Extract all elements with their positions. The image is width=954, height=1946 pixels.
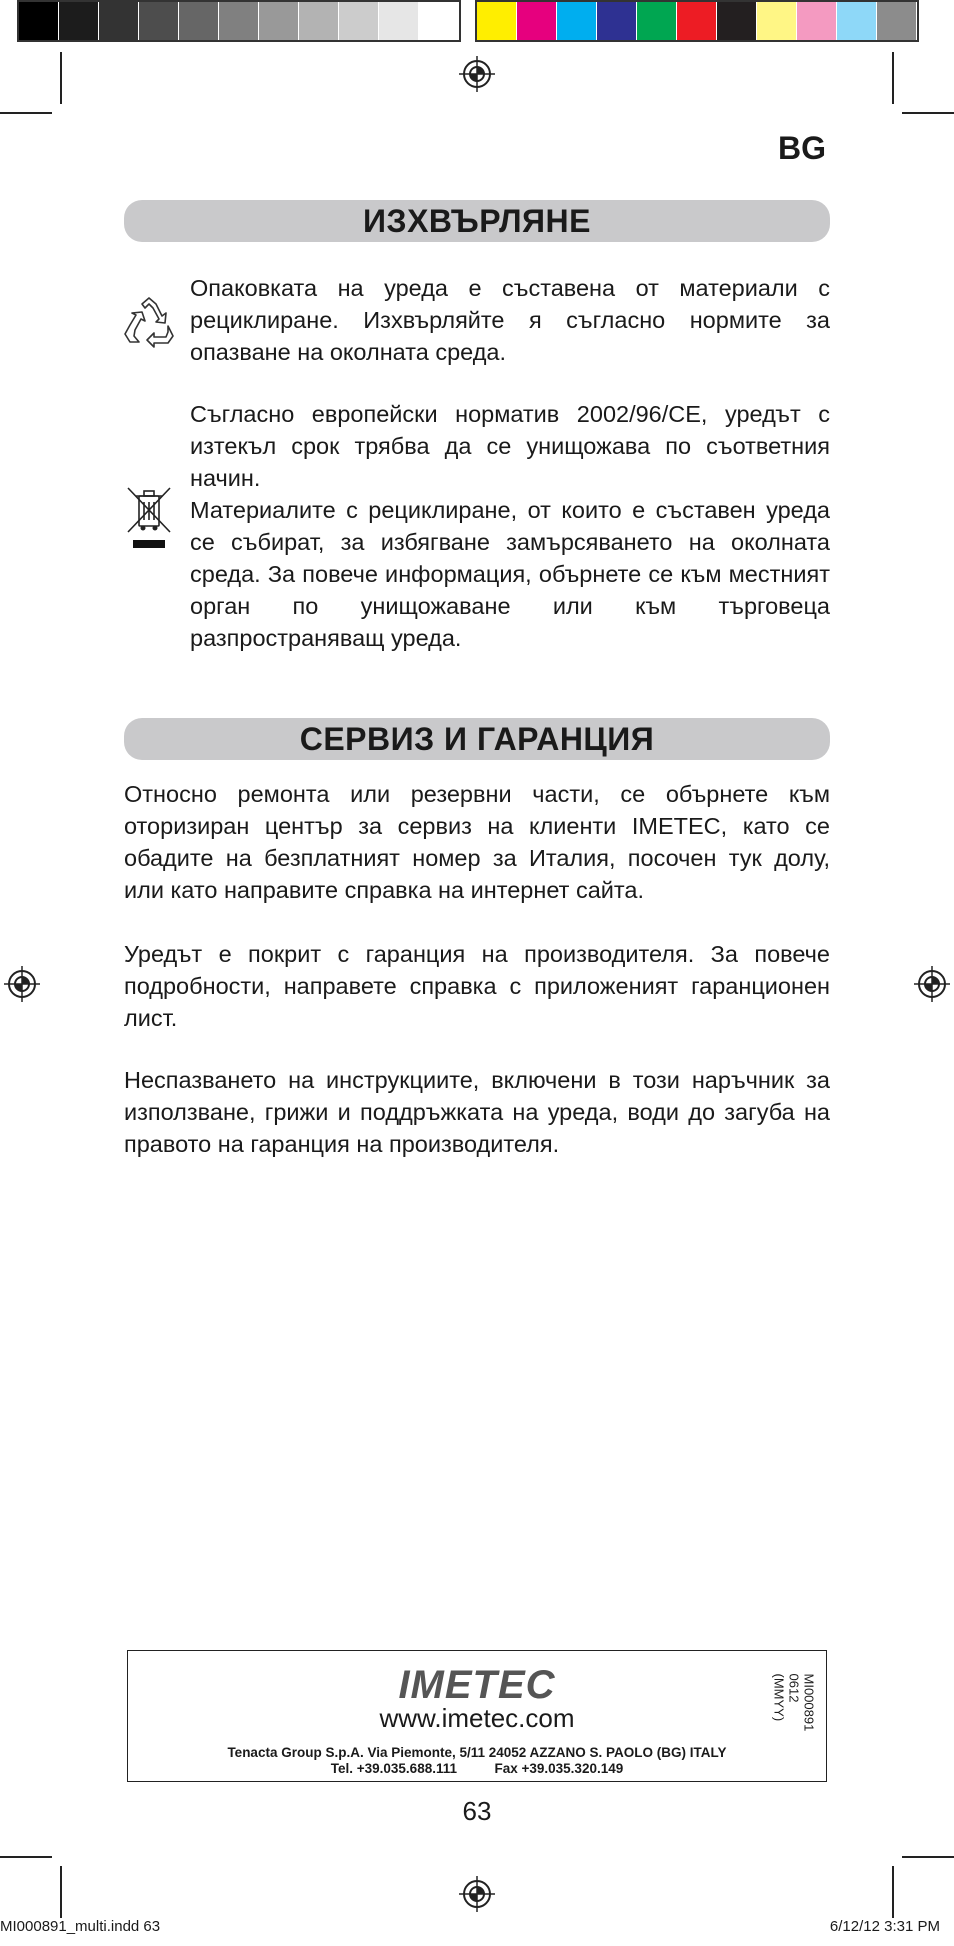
grayscale-swatches	[17, 0, 461, 42]
page-number: 63	[462, 1796, 492, 1826]
color-calibration-bar	[17, 0, 919, 42]
color-swatch	[877, 2, 917, 40]
color-swatch	[219, 2, 259, 40]
color-swatch	[59, 2, 99, 40]
slug-timestamp: 6/12/12 3:31 PM	[829, 1918, 940, 1935]
weee-regulation-text: Съгласно европейски норматив 2002/96/CE, уредът с изтекъл срок трябва да се унищожава по съответния начин.	[190, 401, 830, 491]
registration-mark-icon	[459, 1876, 495, 1912]
service-paragraph-repairs: Относно ремонта или резервни части, се обърнете към оторизиран център за сервиз на клиенти IMETEC, като се обадите на безплатният номер за Италия, посочен тук долу, или като направите справка на интернет сайта.	[124, 781, 830, 903]
color-swatch	[837, 2, 877, 40]
color-swatch	[419, 2, 459, 40]
registration-mark-icon	[914, 966, 950, 1002]
color-swatch	[517, 2, 557, 40]
color-swatch	[757, 2, 797, 40]
color-swatch	[139, 2, 179, 40]
color-swatch	[677, 2, 717, 40]
section-title-disposal: ИЗХВЪРЛЯНЕ	[124, 200, 830, 242]
color-swatch	[379, 2, 419, 40]
color-swatch	[797, 2, 837, 40]
crop-mark	[902, 1856, 954, 1858]
doc-code: MI000891	[801, 1673, 817, 1732]
contact-line: Tel. +39.035.688.111 Fax +39.035.320.149	[330, 1761, 624, 1776]
section-title-service: СЕРВИЗ И ГАРАНЦИЯ	[124, 718, 830, 760]
color-swatch	[179, 2, 219, 40]
packaging-disposal-text: Опаковката на уреда е съставена от материали с рециклиране. Изхвърляйте я съгласно нормите за опазване на околната среда.	[190, 275, 830, 365]
company-address	[128, 1745, 826, 1777]
color-swatch	[299, 2, 339, 40]
color-swatch	[19, 2, 59, 40]
doc-date: 0612 (MMYY)	[771, 1673, 802, 1722]
crop-mark	[60, 1866, 62, 1918]
crop-mark	[0, 1856, 52, 1858]
color-swatch	[259, 2, 299, 40]
registration-mark-icon	[459, 56, 495, 92]
recycle-icon	[122, 296, 176, 348]
service-paragraph-warranty-loss: Неспазването на инструкциите, включени в този наръчник за използване, грижи и поддръжката на уреда, води до загуба на правото на гаранция на производителя.	[124, 1067, 830, 1157]
crop-mark	[0, 112, 52, 114]
color-swatch	[637, 2, 677, 40]
crossed-bin-icon	[124, 486, 174, 552]
imetec-logo: IMETEC	[398, 1663, 556, 1707]
crop-mark	[892, 52, 894, 104]
manufacturer-info-box	[127, 1650, 827, 1782]
service-paragraph-warranty: Уредът е покрит с гаранция на производителя. За повече подробности, направете справка с приложеният гаранционен лист.	[124, 941, 830, 1031]
crop-mark	[892, 1866, 894, 1918]
registration-mark-icon	[4, 966, 40, 1002]
weee-collection-text: Материалите с рециклиране, от които е съставен уреда се събират, за избягване замърсяването на околната среда. За повече информация, обърнете се към местният орган по унищожаване или към търговеца разпространяващ уреда.	[190, 497, 830, 651]
address-line: Tenacta Group S.p.A. Via Piemonte, 5/11 24052 AZZANO S. PAOLO (BG) ITALY	[227, 1745, 727, 1760]
document-code	[772, 1674, 817, 1754]
crop-mark	[60, 52, 62, 104]
color-swatch	[557, 2, 597, 40]
language-code: BG	[778, 130, 826, 166]
color-swatch	[597, 2, 637, 40]
color-swatches	[475, 0, 919, 42]
color-swatch	[717, 2, 757, 40]
color-swatch	[99, 2, 139, 40]
crop-mark	[902, 112, 954, 114]
slug-filename: MI000891_multi.indd 63	[0, 1918, 161, 1935]
color-swatch	[339, 2, 379, 40]
color-swatch	[477, 2, 517, 40]
website-text: www.imetec.com	[379, 1703, 575, 1733]
